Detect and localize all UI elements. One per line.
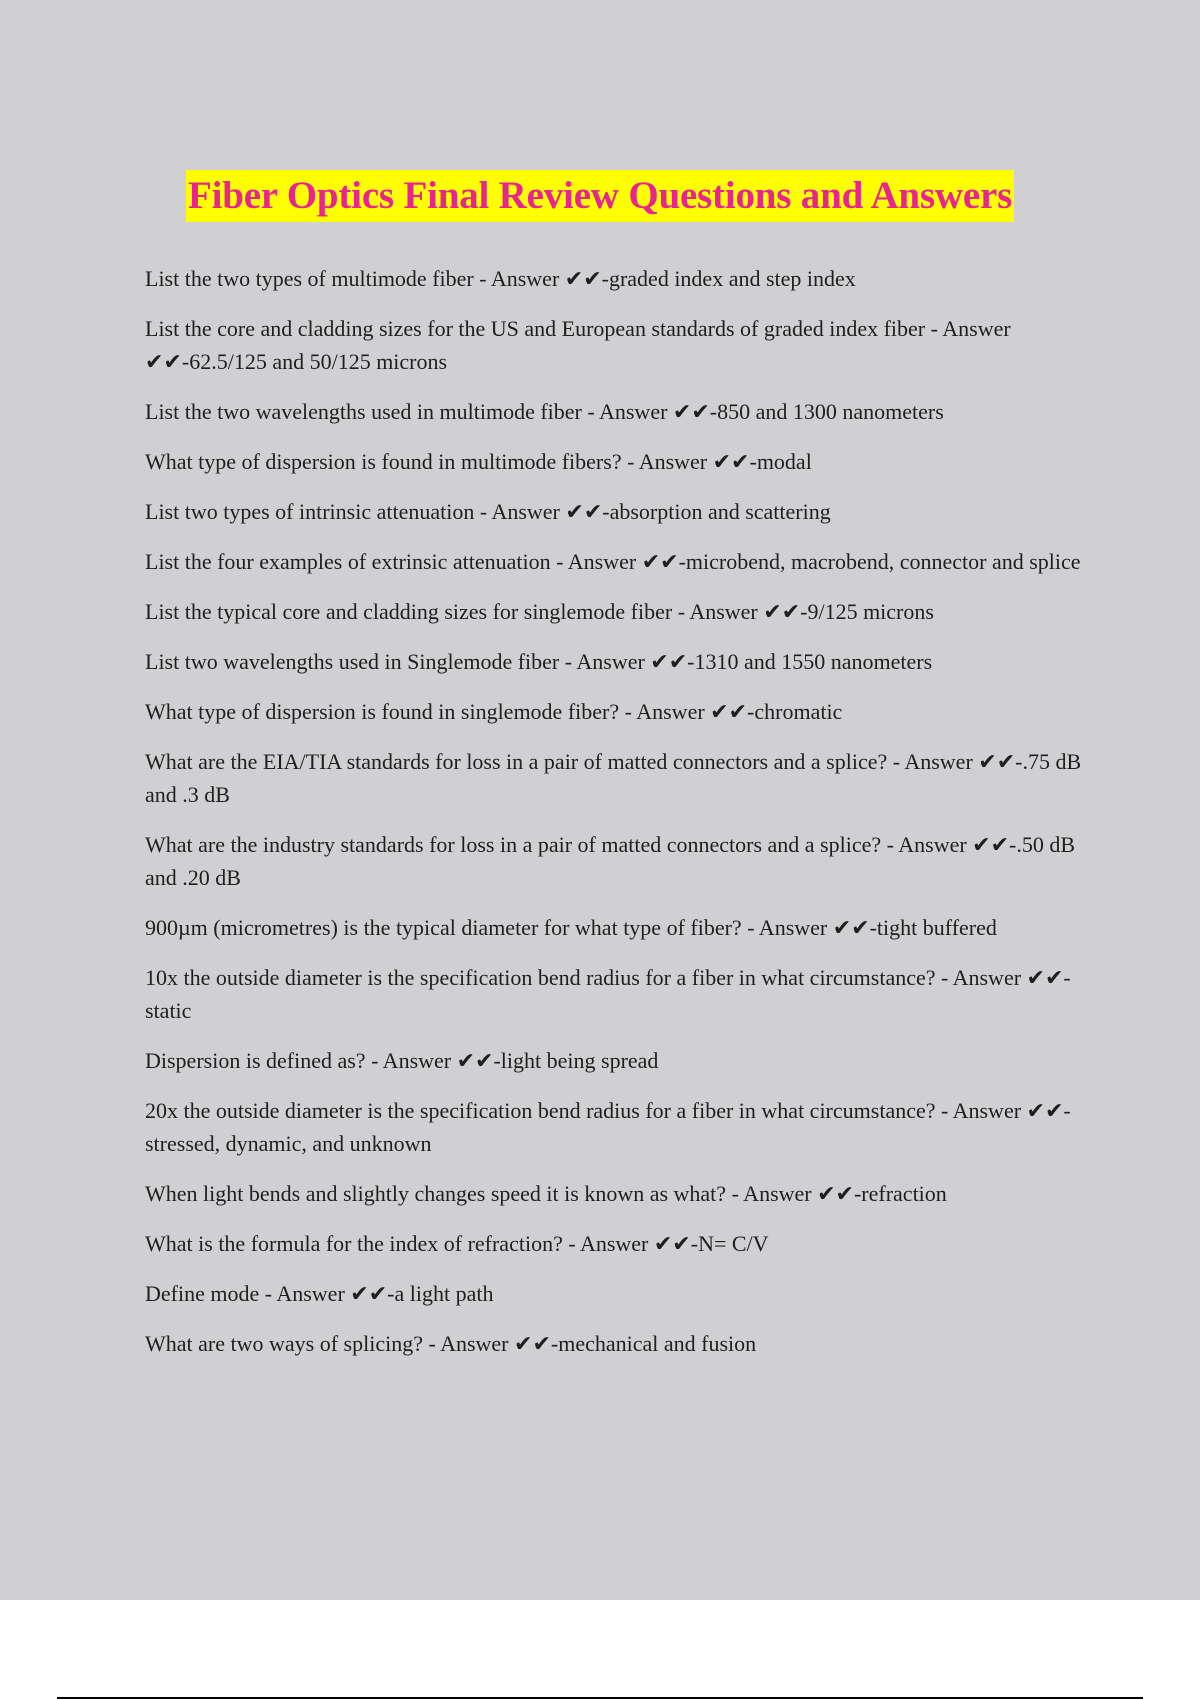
qa-item (145, 595, 1090, 628)
answer-text: microbend, macrobend, connector and splice (685, 549, 1081, 574)
answer-text: modal (756, 449, 812, 474)
title-wrap (0, 170, 1200, 222)
qa-item (145, 495, 1090, 528)
question-text: When light bends and slightly changes speed it is known as what? (145, 1181, 727, 1206)
answer-text: 62.5/125 and 50/125 microns (189, 349, 448, 374)
answer-marker: - Answer ✔✔- (562, 1231, 699, 1256)
qa-item (145, 645, 1090, 678)
answer-text: refraction (861, 1181, 947, 1206)
question-text: What type of dispersion is found in multimode fibers? (145, 449, 622, 474)
answer-text: stressed, dynamic, and unknown (145, 1131, 432, 1156)
qa-item (145, 445, 1090, 478)
qa-item (145, 828, 1090, 894)
question-text: What are the industry standards for loss in a pair of matted connectors and a splice? (145, 832, 882, 857)
qa-item (145, 1277, 1090, 1310)
answer-text: light being spread (500, 1048, 659, 1073)
qa-item (145, 395, 1090, 428)
question-text: List the two types of multimode fiber (145, 266, 474, 291)
answer-text: 850 and 1300 nanometers (717, 399, 944, 424)
qa-item (145, 1327, 1090, 1360)
answer-marker: - Answer ✔✔- (726, 1181, 862, 1206)
answer-marker: - Answer ✔✔- (881, 832, 1017, 857)
answer-text: static (145, 998, 192, 1023)
answer-text: a light path (394, 1281, 494, 1306)
answer-marker: - Answer ✔✔- (145, 316, 1011, 374)
qa-item (145, 745, 1090, 811)
answer-marker: - Answer ✔✔- (741, 915, 877, 940)
answer-marker: - Answer ✔✔- (887, 749, 1023, 774)
qa-item (145, 1044, 1090, 1077)
question-text: List the four examples of extrinsic attenuation (145, 549, 551, 574)
footer-rule (57, 1697, 1143, 1699)
question-text: List two wavelengths used in Singlemode fiber (145, 649, 560, 674)
answer-text: graded index and step index (608, 266, 856, 291)
qa-item (145, 911, 1090, 944)
question-text: List the typical core and cladding sizes for singlemode fiber (145, 599, 673, 624)
qa-item (145, 961, 1090, 1027)
question-text: What type of dispersion is found in singlemode fiber? (145, 699, 620, 724)
answer-marker: - Answer ✔✔- (259, 1281, 395, 1306)
answer-text: 9/125 microns (807, 599, 934, 624)
answer-text: N= C/V (698, 1231, 769, 1256)
qa-list (145, 262, 1090, 1377)
question-text: List the core and cladding sizes for the US and European standards of graded index fiber (145, 316, 926, 341)
answer-marker: - Answer ✔✔- (550, 549, 686, 574)
answer-marker: - Answer ✔✔- (581, 399, 718, 424)
qa-item (145, 1227, 1090, 1260)
qa-item (145, 262, 1090, 295)
qa-item (145, 695, 1090, 728)
question-text: 900µm (micrometres) is the typical diameter for what type of fiber? (145, 915, 742, 940)
question-text: Dispersion is defined as? (145, 1048, 366, 1073)
question-text: What are two ways of splicing? (145, 1331, 423, 1356)
answer-text: 1310 and 1550 nanometers (694, 649, 933, 674)
answer-marker: - Answer ✔✔- (619, 699, 755, 724)
answer-text: .50 dB and .20 dB (145, 832, 1076, 890)
question-text: 20x the outside diameter is the specification bend radius for a fiber in what circumstance? (145, 1098, 936, 1123)
qa-item (145, 1094, 1090, 1160)
question-text: List the two wavelengths used in multimode fiber (145, 399, 582, 424)
question-text: List two types of intrinsic attenuation (145, 499, 475, 524)
qa-item (145, 545, 1090, 578)
answer-marker: - Answer ✔✔- (935, 965, 1071, 990)
question-text: Define mode (145, 1281, 260, 1306)
question-text: What are the EIA/TIA standards for loss in a pair of matted connectors and a splice? (145, 749, 888, 774)
qa-item (145, 312, 1090, 378)
question-text: What is the formula for the index of refraction? (145, 1231, 563, 1256)
answer-marker: - Answer ✔✔- (621, 449, 757, 474)
document-title: Fiber Optics Final Review Questions and Answers (186, 170, 1014, 222)
answer-text: .75 dB and .3 dB (145, 749, 1082, 807)
answer-marker: - Answer ✔✔- (473, 266, 609, 291)
answer-text: chromatic (754, 699, 843, 724)
answer-text: mechanical and fusion (558, 1331, 757, 1356)
answer-text: tight buffered (876, 915, 997, 940)
qa-item (145, 1177, 1090, 1210)
answer-text: absorption and scattering (609, 499, 831, 524)
answer-marker: - Answer ✔✔- (474, 499, 610, 524)
answer-marker: - Answer ✔✔- (422, 1331, 559, 1356)
answer-marker: - Answer ✔✔- (935, 1098, 1071, 1123)
answer-marker: - Answer ✔✔- (672, 599, 808, 624)
question-text: 10x the outside diameter is the specification bend radius for a fiber in what circumstance? (145, 965, 936, 990)
answer-marker: - Answer ✔✔- (559, 649, 695, 674)
answer-marker: - Answer ✔✔- (365, 1048, 501, 1073)
